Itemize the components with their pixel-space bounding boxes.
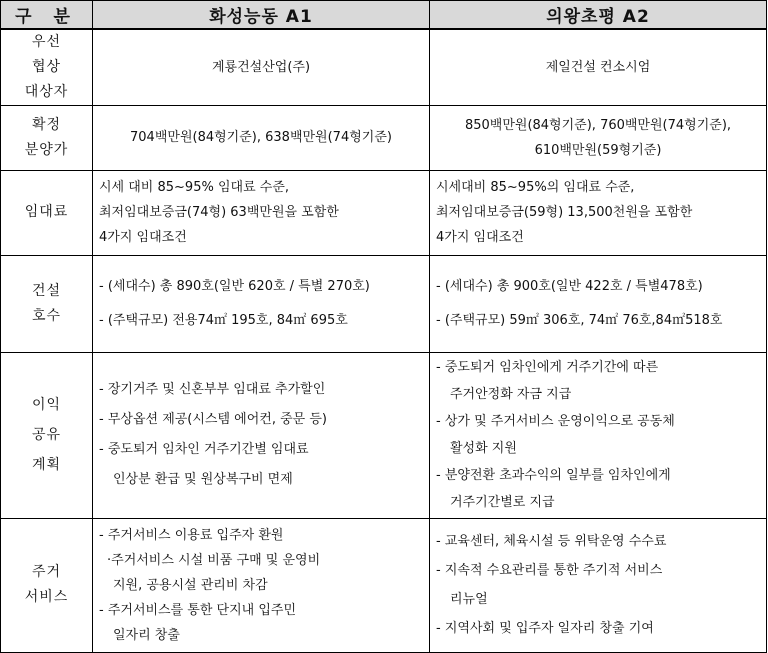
profit-sharing-a2: - 중도퇴거 임차인에게 거주기간에 따른 주거안정화 자금 지급 - 상가 및 주거서비스 운영이익으로 공동체 활성화 지원 - 분양전환 초과수익의 일부를 임차인에게 거주기간별로 지급 <box>430 352 767 518</box>
row-label-price: 확정 분양가 <box>1 105 93 170</box>
row-label-profit-sharing: 이익 공유 계획 <box>1 352 93 518</box>
price-a2: 850백만원(84형기준), 760백만원(74형기준), 610백만원(59형기준) <box>430 105 767 170</box>
row-label-rent: 임대료 <box>1 170 93 255</box>
profit-sharing-a1: - 장기거주 및 신혼부부 임대료 추가할인 - 무상옵션 제공(시스템 에어컨, 중문 등) - 중도퇴거 임차인 거주기간별 임대료 인상분 환급 및 원상복구비 면제 <box>93 352 430 518</box>
header-hwaseong-a1: 화성능동 A1 <box>93 1 430 29</box>
table-row <box>1 105 767 170</box>
housing-service-a1: - 주거서비스 이용료 입주자 환원 ·주거서비스 시설 비품 구매 및 운영비 지원, 공용시설 관리비 차감 - 주거서비스를 통한 단지내 입주민 일자리 창출 <box>93 518 430 652</box>
units-a2: - (세대수) 총 900호(일반 422호 / 특별478호) - (주택규모) 59㎡ 306호, 74㎡ 76호,84㎡518호 <box>430 255 767 352</box>
header-uiwang-a2: 의왕초평 A2 <box>430 1 767 29</box>
rent-a1: 시세 대비 85~95% 임대료 수준, 최저임대보증금(74형) 63백만원을 포함한 4가지 임대조건 <box>93 170 430 255</box>
rent-a2: 시세대비 85~95%의 임대료 수준, 최저임대보증금(59형) 13,500천원을 포함한 4가지 임대조건 <box>430 170 767 255</box>
table-row <box>1 29 767 106</box>
price-a1: 704백만원(84형기준), 638백만원(74형기준) <box>93 105 430 170</box>
header-row <box>1 1 767 29</box>
header-category: 구 분 <box>1 1 93 29</box>
bidder-a2: 제일건설 컨소시엄 <box>430 29 767 106</box>
bidder-a1: 계룡건설산업(주) <box>93 29 430 106</box>
table-row <box>1 518 767 652</box>
row-label-units: 건설 호수 <box>1 255 93 352</box>
row-label-bidder: 우선 협상 대상자 <box>1 29 93 106</box>
table-row <box>1 352 767 518</box>
units-a1: - (세대수) 총 890호(일반 620호 / 특별 270호) - (주택규모) 전용74㎡ 195호, 84㎡ 695호 <box>93 255 430 352</box>
housing-service-a2: - 교육센터, 체육시설 등 위탁운영 수수료 - 지속적 수요관리를 통한 주기적 서비스 리뉴얼 - 지역사회 및 입주자 일자리 창출 기여 <box>430 518 767 652</box>
row-label-housing-service: 주거 서비스 <box>1 518 93 652</box>
table-row <box>1 170 767 255</box>
table-row <box>1 255 767 352</box>
